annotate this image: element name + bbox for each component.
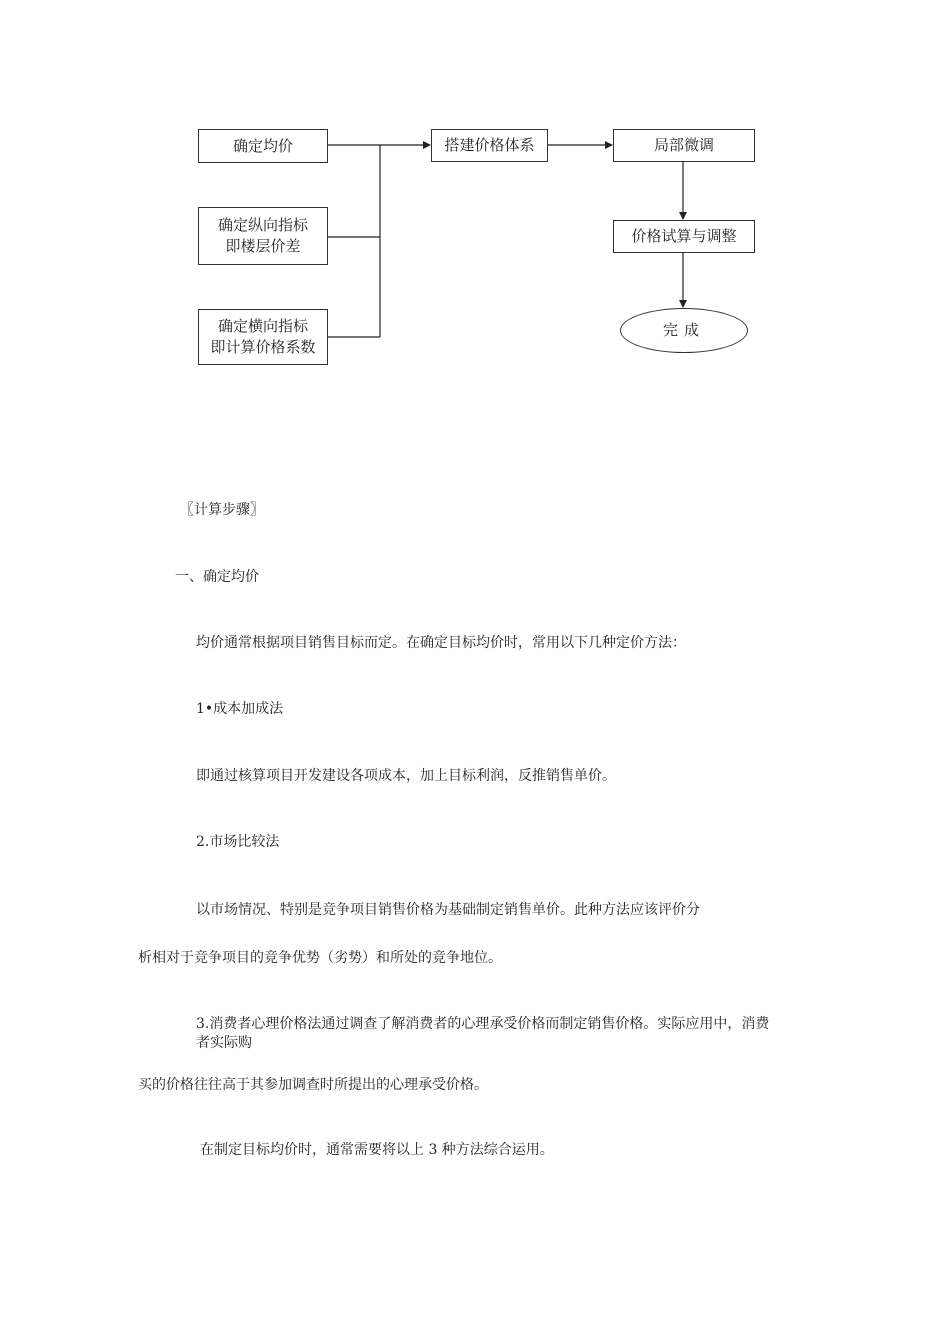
method2-description-line1: 以市场情况、特别是竞争项目销售价格为基础制定销售单价。此种方法应该评价分 — [196, 902, 700, 918]
node-trial-calc: 价格试算与调整 — [613, 220, 755, 253]
method3-line3: 买的价格往往高于其参加调查时所提出的心理承受价格。 — [138, 1077, 488, 1093]
method1-title: 1•成本加成法 — [196, 701, 284, 717]
method3-line1: 3.消费者心理价格法通过调查了解消费者的心理承受价格而制定销售价格。实际应用中，消费 — [196, 1016, 770, 1032]
step1-heading: 一、确定均价 — [175, 569, 259, 585]
conclusion-paragraph: 在制定目标均价时，通常需要将以上 3 种方法综合运用。 — [200, 1142, 554, 1158]
node-vertical-index: 确定纵向指标 即楼层价差 — [198, 207, 328, 265]
method2-title: 2.市场比较法 — [196, 834, 280, 850]
intro-paragraph: 均价通常根据项目销售目标而定。在确定目标均价时，常用以下几种定价方法： — [196, 635, 686, 651]
node-horizontal-index: 确定横向指标 即计算价格系数 — [198, 309, 328, 365]
node-done: 完成 — [620, 308, 748, 353]
method1-description: 即通过核算项目开发建设各项成本，加上目标利润，反推销售单价。 — [196, 768, 616, 784]
flowchart-connectors — [0, 0, 950, 400]
method3-line2: 者实际购 — [196, 1035, 252, 1051]
pricing-flowchart — [0, 0, 950, 400]
node-determine-avg: 确定均价 — [198, 129, 328, 163]
section-heading: 〖计算步骤〗 — [180, 502, 264, 518]
method2-description-line2: 析相对于竞争项目的竞争优势（劣势）和所处的竞争地位。 — [138, 950, 502, 966]
node-fine-tune: 局部微调 — [613, 129, 755, 162]
node-build-system: 搭建价格体系 — [431, 129, 548, 162]
